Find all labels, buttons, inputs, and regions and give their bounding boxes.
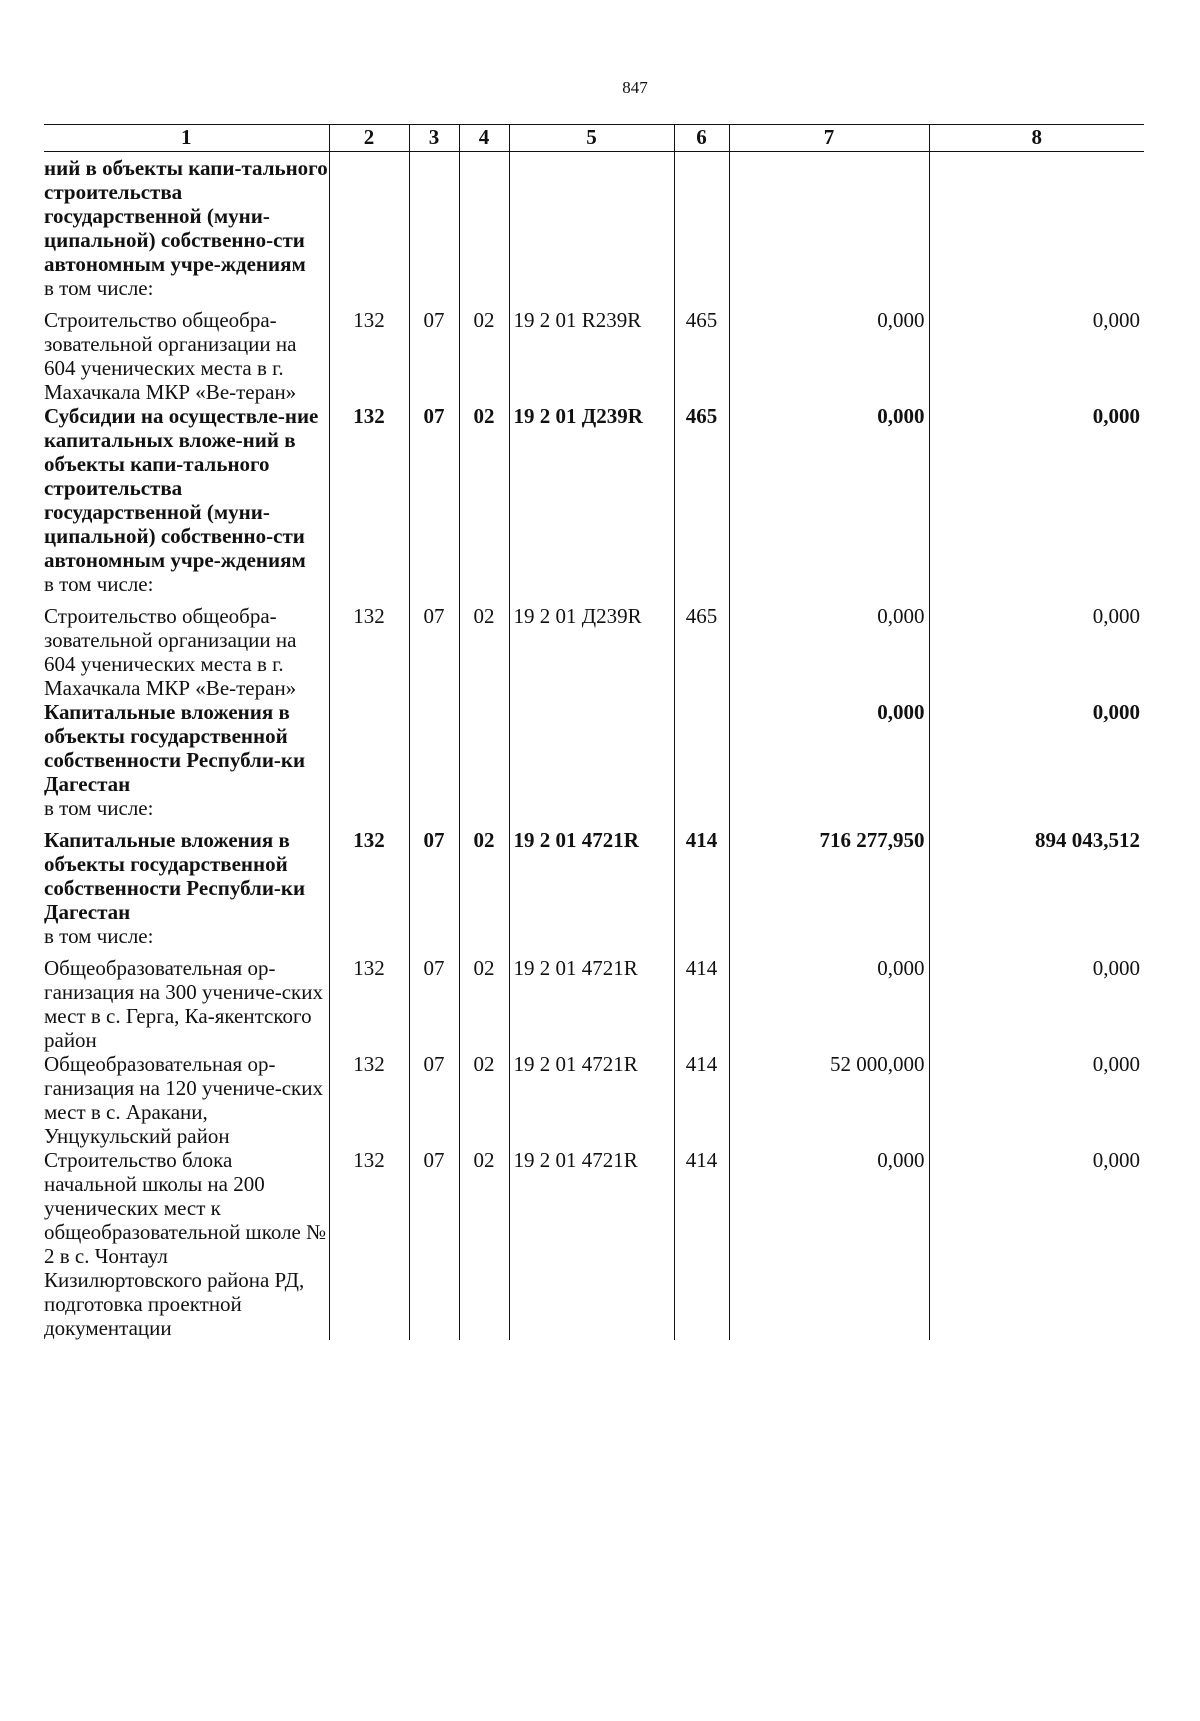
cell-amount-year1 bbox=[729, 924, 929, 956]
cell-subsection bbox=[459, 700, 509, 796]
column-header: 4 bbox=[459, 125, 509, 152]
cell-target-article: 19 2 01 R239R bbox=[509, 308, 674, 404]
cell-expense-type bbox=[674, 276, 729, 308]
cell-target-article: 19 2 01 4721R bbox=[509, 1052, 674, 1148]
table-row bbox=[44, 1148, 1144, 1340]
cell-target-article: 19 2 01 4721R bbox=[509, 1148, 674, 1340]
table-row bbox=[44, 956, 1144, 1052]
cell-subsection bbox=[459, 924, 509, 956]
row-name: Строительство блока начальной школы на 200 ученических мест к общеобразовательной школе № 2 в с. Чонтаул Кизилюртовского района РД, подготовка проектной документации bbox=[44, 1148, 327, 1340]
row-name: Общеобразовательная ор-ганизация на 120 учениче-ских мест в с. Аракани, Унцукульский район bbox=[44, 1052, 323, 1148]
cell-code bbox=[329, 276, 409, 308]
cell-amount-year2: 0,000 bbox=[929, 700, 1144, 796]
row-name: Субсидии на осуществле-ние капитальных вложе-ний в объекты капи-тального строительства государственной (муни-ципальной) собственно-сти автономным учре-ждениям bbox=[44, 404, 319, 572]
table-row bbox=[44, 276, 1144, 308]
table-row bbox=[44, 404, 1144, 572]
cell-code bbox=[329, 796, 409, 828]
cell-target-article bbox=[509, 276, 674, 308]
table-row bbox=[44, 828, 1144, 924]
cell-amount-year2: 0,000 bbox=[929, 404, 1144, 572]
cell-amount-year1: 0,000 bbox=[729, 1148, 929, 1340]
cell-section: 07 bbox=[409, 404, 459, 572]
table-row bbox=[44, 572, 1144, 604]
cell-section: 07 bbox=[409, 1148, 459, 1340]
row-name: Капитальные вложения в объекты государственной собственности Республи-ки Дагестан bbox=[44, 828, 306, 924]
cell-subsection: 02 bbox=[459, 308, 509, 404]
budget-table bbox=[44, 124, 1144, 1340]
cell-amount-year2: 0,000 bbox=[929, 1148, 1144, 1340]
cell-subsection: 02 bbox=[459, 1052, 509, 1148]
cell-code bbox=[329, 152, 409, 277]
cell-subsection bbox=[459, 276, 509, 308]
table-row bbox=[44, 308, 1144, 404]
cell-amount-year1: 0,000 bbox=[729, 604, 929, 700]
cell-code: 132 bbox=[329, 828, 409, 924]
cell-section bbox=[409, 700, 459, 796]
cell-code: 132 bbox=[329, 308, 409, 404]
cell-subsection: 02 bbox=[459, 604, 509, 700]
cell-expense-type: 465 bbox=[674, 404, 729, 572]
cell-amount-year2: 0,000 bbox=[929, 308, 1144, 404]
cell-target-article: 19 2 01 4721R bbox=[509, 828, 674, 924]
column-header: 3 bbox=[409, 125, 459, 152]
cell-code: 132 bbox=[329, 956, 409, 1052]
column-header: 8 bbox=[929, 125, 1144, 152]
row-name: Строительство общеобра-зовательной организации на 604 ученических места в г. Махачкала МКР «Ве-теран» bbox=[44, 308, 297, 404]
cell-amount-year1: 716 277,950 bbox=[729, 828, 929, 924]
row-name: ний в объекты капи-тального строительства государственной (муни-ципальной) собственно-сти автономным учре-ждениям bbox=[44, 156, 328, 276]
table-row bbox=[44, 700, 1144, 796]
cell-amount-year2: 0,000 bbox=[929, 604, 1144, 700]
column-header: 5 bbox=[509, 125, 674, 152]
cell-code: 132 bbox=[329, 604, 409, 700]
cell-subsection: 02 bbox=[459, 1148, 509, 1340]
table-body bbox=[44, 152, 1144, 1341]
cell-amount-year1 bbox=[729, 152, 929, 277]
column-header: 6 bbox=[674, 125, 729, 152]
row-name: в том числе: bbox=[44, 572, 154, 596]
cell-section bbox=[409, 796, 459, 828]
cell-target-article: 19 2 01 4721R bbox=[509, 956, 674, 1052]
cell-code: 132 bbox=[329, 404, 409, 572]
cell-subsection: 02 bbox=[459, 828, 509, 924]
cell-expense-type bbox=[674, 572, 729, 604]
cell-section: 07 bbox=[409, 956, 459, 1052]
table-header-row bbox=[44, 125, 1144, 152]
cell-subsection bbox=[459, 796, 509, 828]
cell-subsection bbox=[459, 572, 509, 604]
cell-amount-year2 bbox=[929, 152, 1144, 277]
cell-amount-year2 bbox=[929, 572, 1144, 604]
table-row bbox=[44, 152, 1144, 277]
cell-subsection: 02 bbox=[459, 956, 509, 1052]
table-row bbox=[44, 1052, 1144, 1148]
page-number: 847 bbox=[622, 78, 648, 97]
cell-amount-year1: 0,000 bbox=[729, 404, 929, 572]
cell-expense-type bbox=[674, 924, 729, 956]
cell-amount-year2 bbox=[929, 796, 1144, 828]
cell-expense-type: 465 bbox=[674, 604, 729, 700]
cell-section bbox=[409, 572, 459, 604]
table-row bbox=[44, 924, 1144, 956]
cell-target-article bbox=[509, 700, 674, 796]
cell-amount-year1: 0,000 bbox=[729, 308, 929, 404]
cell-code: 132 bbox=[329, 1148, 409, 1340]
cell-section: 07 bbox=[409, 828, 459, 924]
table-row bbox=[44, 796, 1144, 828]
cell-amount-year2: 0,000 bbox=[929, 1052, 1144, 1148]
cell-section: 07 bbox=[409, 604, 459, 700]
cell-target-article bbox=[509, 796, 674, 828]
cell-target-article: 19 2 01 Д239R bbox=[509, 404, 674, 572]
cell-target-article bbox=[509, 924, 674, 956]
cell-target-article: 19 2 01 Д239R bbox=[509, 604, 674, 700]
cell-section: 07 bbox=[409, 308, 459, 404]
cell-target-article bbox=[509, 152, 674, 277]
cell-amount-year1 bbox=[729, 796, 929, 828]
cell-amount-year1 bbox=[729, 276, 929, 308]
cell-target-article bbox=[509, 572, 674, 604]
cell-expense-type: 414 bbox=[674, 828, 729, 924]
cell-amount-year1: 0,000 bbox=[729, 956, 929, 1052]
cell-subsection bbox=[459, 152, 509, 277]
cell-section bbox=[409, 924, 459, 956]
cell-amount-year2: 894 043,512 bbox=[929, 828, 1144, 924]
column-header: 1 bbox=[44, 125, 329, 152]
cell-expense-type bbox=[674, 152, 729, 277]
row-name: Строительство общеобра-зовательной организации на 604 ученических места в г. Махачкала МКР «Ве-теран» bbox=[44, 604, 297, 700]
cell-code bbox=[329, 924, 409, 956]
row-name: в том числе: bbox=[44, 796, 154, 820]
cell-section: 07 bbox=[409, 1052, 459, 1148]
column-header: 2 bbox=[329, 125, 409, 152]
cell-code bbox=[329, 700, 409, 796]
cell-expense-type bbox=[674, 796, 729, 828]
cell-amount-year2 bbox=[929, 924, 1144, 956]
cell-expense-type: 414 bbox=[674, 1148, 729, 1340]
cell-section bbox=[409, 276, 459, 308]
table-row bbox=[44, 604, 1144, 700]
cell-expense-type: 414 bbox=[674, 1052, 729, 1148]
cell-amount-year1: 52 000,000 bbox=[729, 1052, 929, 1148]
cell-amount-year2 bbox=[929, 276, 1144, 308]
cell-section bbox=[409, 152, 459, 277]
cell-expense-type: 465 bbox=[674, 308, 729, 404]
cell-subsection: 02 bbox=[459, 404, 509, 572]
cell-code: 132 bbox=[329, 1052, 409, 1148]
column-header: 7 bbox=[729, 125, 929, 152]
row-name: в том числе: bbox=[44, 924, 154, 948]
cell-amount-year2: 0,000 bbox=[929, 956, 1144, 1052]
row-name: в том числе: bbox=[44, 276, 154, 300]
cell-expense-type bbox=[674, 700, 729, 796]
cell-amount-year1: 0,000 bbox=[729, 700, 929, 796]
row-name: Общеобразовательная ор-ганизация на 300 учениче-ских мест в с. Герга, Ка-якентского район bbox=[44, 956, 323, 1052]
row-name: Капитальные вложения в объекты государственной собственности Республи-ки Дагестан bbox=[44, 700, 306, 796]
cell-code bbox=[329, 572, 409, 604]
cell-amount-year1 bbox=[729, 572, 929, 604]
cell-expense-type: 414 bbox=[674, 956, 729, 1052]
